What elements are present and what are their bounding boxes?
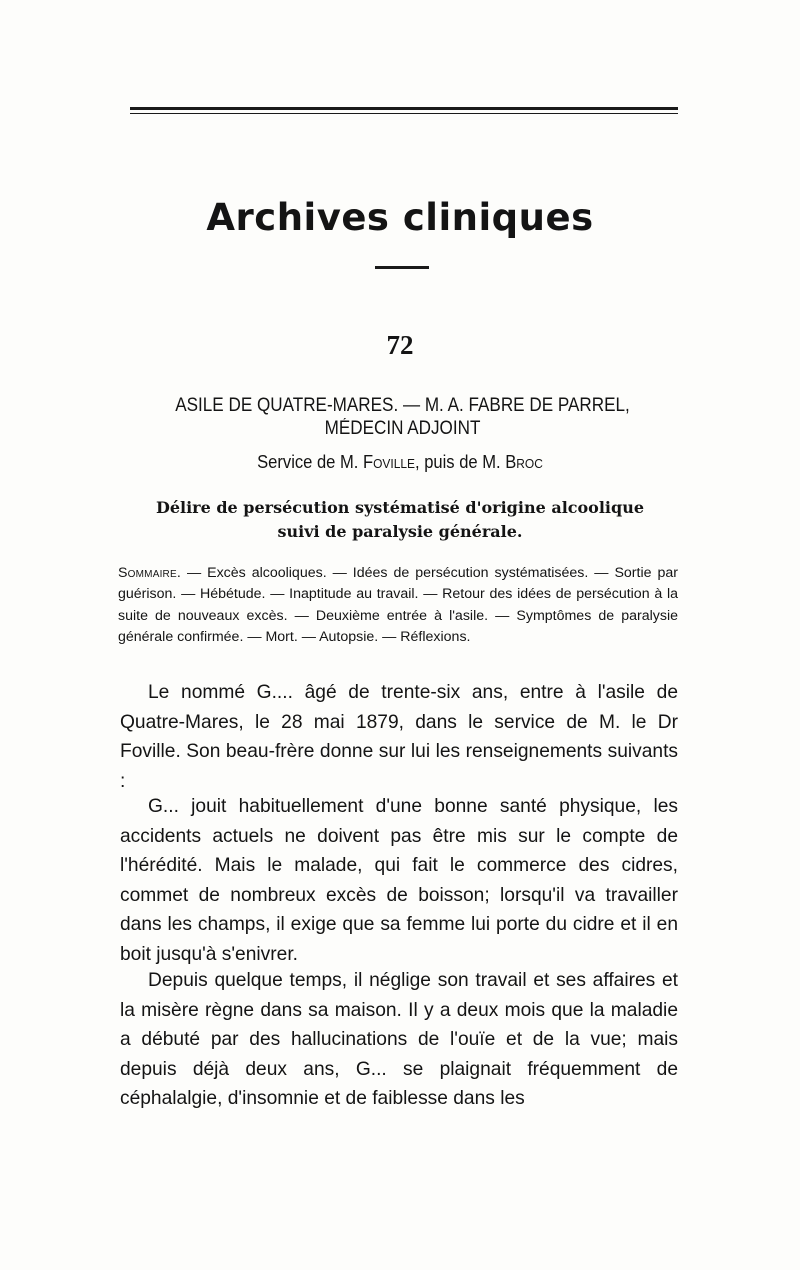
institution-line-1: ASILE DE QUATRE-MARES. — M. A. FABRE DE PARREL, xyxy=(175,395,630,416)
summary-paragraph xyxy=(118,563,678,648)
service-prefix: Service de M. xyxy=(257,452,359,472)
body-paragraph-1: Le nommé G.... âgé de trente-six ans, entre à l'asile de Quatre-Mares, le 28 mai 1879, dans le service de M. le Dr Foville. Son beau-frère donne sur lui les renseignements suivants : xyxy=(120,682,678,792)
service-name-2: Broc xyxy=(505,452,543,472)
summary-label: Sommaire. xyxy=(118,565,181,581)
body-paragraph-3: Depuis quelque temps, il néglige son travail et ses affaires et la misère règne dans sa maison. Il y a deux mois que la maladie a débuté par des hallucinations de l'ouïe et de la vue; mais depuis déjà deux ans, G... se plaignait fréquemment de céphalalgie, d'insomnie et de faiblesse dans les xyxy=(120,970,678,1110)
top-rule-thick xyxy=(130,107,678,110)
body-paragraph-2: G... jouit habituellement d'une bonne santé physique, les accidents actuels ne doivent pas être mis sur le compte de l'hérédité. Mais le malade, qui fait le commerce des cidres, commet de nombreux excès de boisson; lorsqu'il va travailler dans les champs, il exige que sa femme lui porte du cidre et il en boit jusqu'à s'enivrer. xyxy=(120,796,678,965)
page-title: Archives cliniques xyxy=(206,196,594,239)
case-title-line-1: Délire de persécution systématisé d'origine alcoolique xyxy=(155,498,645,517)
institution-line-2: MÉDECIN ADJOINT xyxy=(324,418,481,439)
service-line xyxy=(32,452,768,473)
title-divider xyxy=(375,266,429,269)
summary-text: — Excès alcooliques. — Idées de persécution systématisées. — Sortie par guérison. — Hébétude. — Inaptitude au travail. — Retour des idées de persécution à la suite de nouveaux excès. — Deuxième entrée à l'asile. — Symptômes de paralysie générale confirmée. — Mort. — Autopsie. — Réflexions. xyxy=(118,565,678,645)
service-name-1: Foville xyxy=(362,452,416,472)
service-middle: , puis de M. xyxy=(415,452,501,472)
top-rule-thin xyxy=(130,113,678,114)
case-number: 72 xyxy=(386,330,414,360)
case-title-line-2: suivi de paralysie générale. xyxy=(277,522,523,541)
